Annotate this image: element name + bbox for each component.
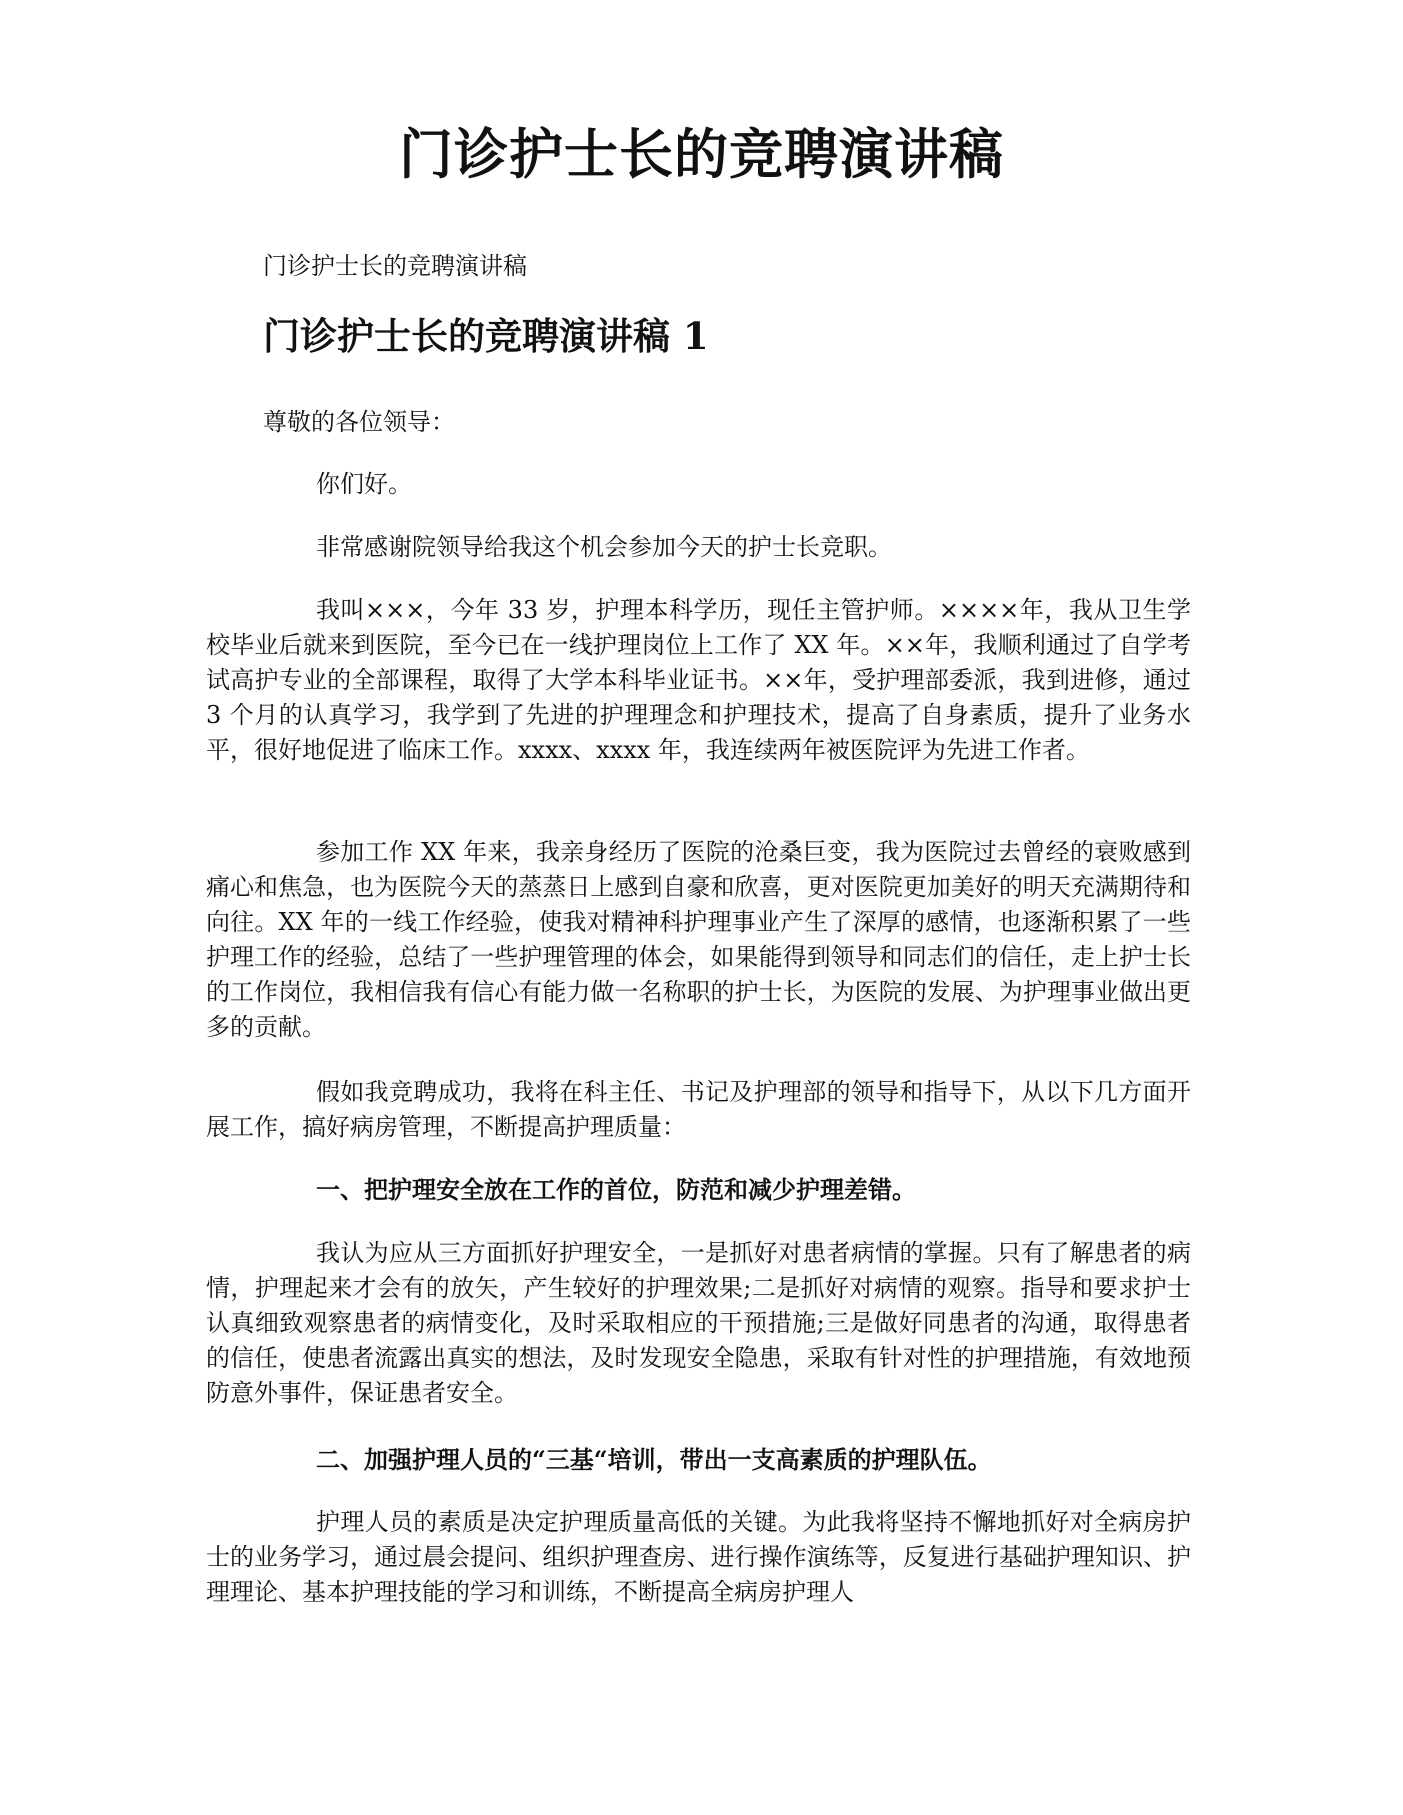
salutation: 尊敬的各位领导： <box>263 408 455 436</box>
point-one-heading: 一、把护理安全放在工作的首位，防范和减少护理差错。 <box>316 1175 916 1204</box>
section-heading: 门诊护士长的竞聘演讲稿 1 <box>263 314 709 358</box>
point-one-body: 我认为应从三方面抓好护理安全，一是抓好对患者病情的掌握。只有了解患者的病情，护理起来才会有的放矢，产生较好的护理效果;二是抓好对病情的观察。指导和要求护士认真细致观察患者的病情变化，及时采取相应的干预措施;三是做好同患者的沟通，取得患者的信任，使患者流露出真实的想法，及时发现安全隐患，采取有针对性的护理措施，有效地预防意外事件，保证患者安全。 <box>206 1239 1191 1407</box>
greeting: 你们好。 <box>316 470 412 498</box>
document-title: 门诊护士长的竞聘演讲稿 <box>399 122 1004 186</box>
paragraph-experience: 参加工作 XX 年来，我亲身经历了医院的沧桑巨变，我为医院过去曾经的衰败感到痛心和焦急，也为医院今天的蒸蒸日上感到自豪和欣喜，更对医院更加美好的明天充满期待和向往。XX 年的一线工作经验，使我对精神科护理事业产生了深厚的感情，也逐渐积累了一些护理工作的经验，总结了一些护理管理的体会，如果能得到领导和同志们的信任，走上护士长的工作岗位，我相信我有信心有能力做一名称职的护士长，为医院的发展、为护理事业做出更多的贡献。 <box>206 838 1191 1041</box>
document-subtitle: 门诊护士长的竞聘演讲稿 <box>263 252 527 280</box>
paragraph-intro: 我叫×××，今年 33 岁，护理本科学历，现任主管护师。××××年，我从卫生学校毕业后就来到医院，至今已在一线护理岗位上工作了 XX 年。××年，我顺利通过了自学考试高护专业的全部课程，取得了大学本科毕业证书。××年，受护理部委派，我到进修，通过 3 个月的认真学习，我学到了先进的护理理念和护理技术，提高了自身素质，提升了业务水平，很好地促进了临床工作。xxxx、xxxx 年，我连续两年被医院评为先进工作者。 <box>206 596 1191 764</box>
point-two-heading: 二、加强护理人员的“三基“培训，带出一支高素质的护理队伍。 <box>316 1445 992 1474</box>
point-two-body: 护理人员的素质是决定护理质量高低的关键。为此我将坚持不懈地抓好对全病房护士的业务学习，通过晨会提问、组织护理查房、进行操作演练等，反复进行基础护理知识、护理理论、基本护理技能的学习和训练，不断提高全病房护理人 <box>206 1508 1191 1606</box>
thanks-line: 非常感谢院领导给我这个机会参加今天的护士长竞职。 <box>316 533 892 561</box>
paragraph-plan: 假如我竞聘成功，我将在科主任、书记及护理部的领导和指导下，从以下几方面开展工作，搞好病房管理，不断提高护理质量： <box>206 1078 1191 1141</box>
